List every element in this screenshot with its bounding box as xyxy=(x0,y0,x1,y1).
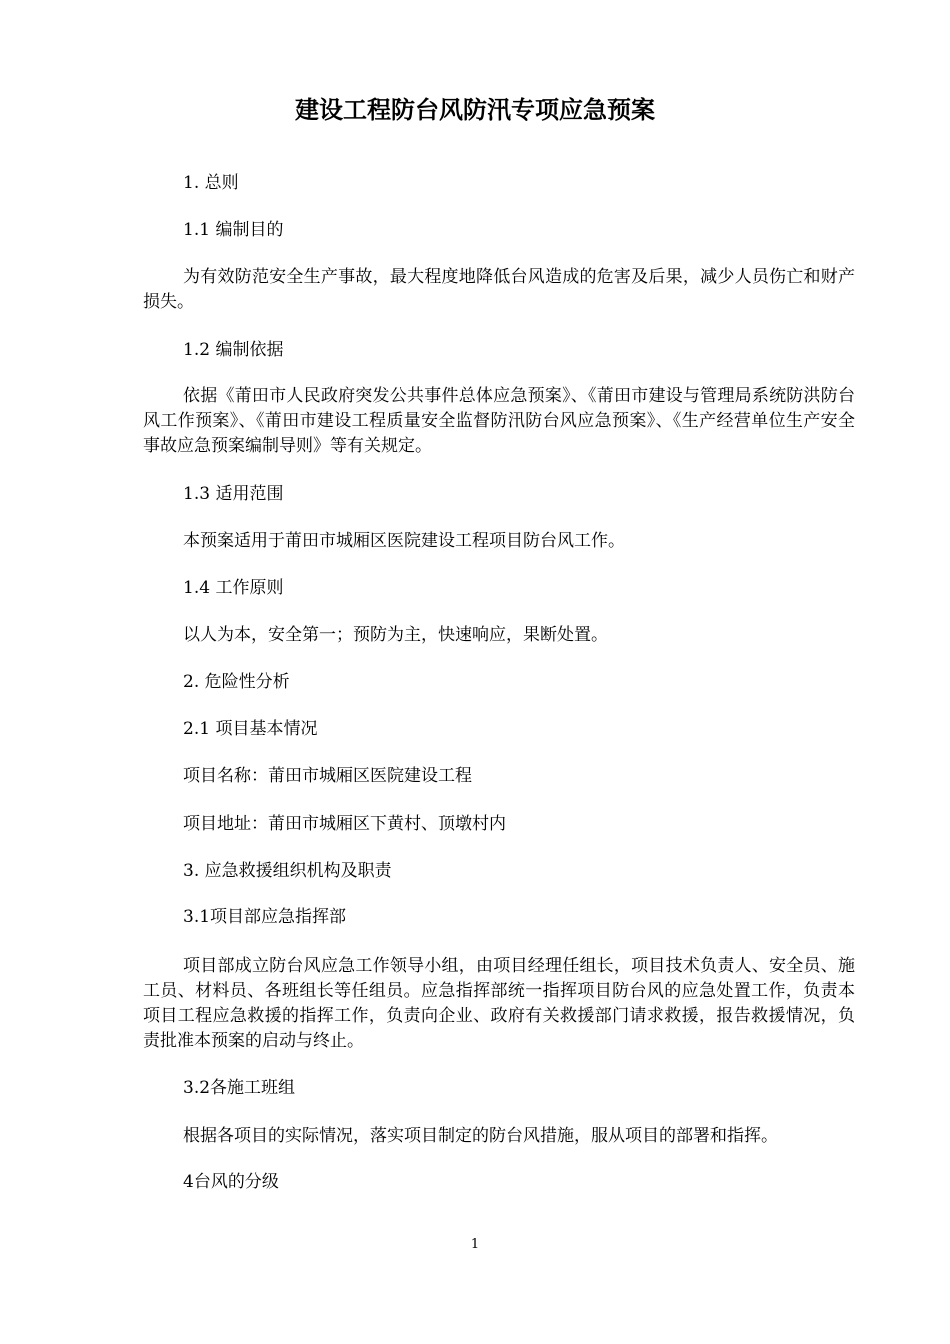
paragraph-project-address: 项目地址：莆田市城厢区下黄村、顶墩村内 xyxy=(183,814,506,834)
heading-scope: 1.3 适用范围 xyxy=(183,484,284,504)
heading-project-info: 2.1 项目基本情况 xyxy=(183,719,318,739)
page-number: 1 xyxy=(470,1237,480,1252)
paragraph-basis: 依据《莆田市人民政府突发公共事件总体应急预案》、《莆田市建设与管理局系统防洪防台风工作预案》、《莆田市建设工程质量安全监督防汛防台风应急预案》、《生产经营单位生产安全事故应急预案编制导则》等有关规定。 xyxy=(143,386,855,456)
paragraph-principles: 以人为本，安全第一；预防为主，快速响应，果断处置。 xyxy=(183,625,608,645)
paragraph-project-name: 项目名称：莆田市城厢区医院建设工程 xyxy=(183,766,472,786)
heading-typhoon-levels: 4台风的分级 xyxy=(183,1172,279,1192)
paragraph-construction-teams: 根据各项目的实际情况，落实项目制定的防台风措施，服从项目的部署和指挥。 xyxy=(183,1126,778,1146)
heading-command-center: 3.1项目部应急指挥部 xyxy=(183,907,347,927)
heading-risk-analysis: 2. 危险性分析 xyxy=(183,672,290,692)
heading-construction-teams: 3.2各施工班组 xyxy=(183,1078,296,1098)
document-title: 建设工程防台风防汛专项应急预案 xyxy=(295,95,655,124)
heading-general: 1. 总则 xyxy=(183,173,239,193)
heading-organization: 3. 应急救援组织机构及职责 xyxy=(183,861,392,881)
paragraph-purpose: 为有效防范安全生产事故，最大程度地降低台风造成的危害及后果，减少人员伤亡和财产损失。 xyxy=(143,267,855,312)
heading-purpose: 1.1 编制目的 xyxy=(183,220,284,240)
paragraph-command-center: 项目部成立防台风应急工作领导小组，由项目经理任组长，项目技术负责人、安全员、施工员、材料员、各班组长等任组员。应急指挥部统一指挥项目防台风的应急处置工作，负责本项目工程应急救援的指挥工作，负责向企业、政府有关救援部门请求救援，报告救援情况，负责批准本预案的启动与终止。 xyxy=(143,956,855,1051)
heading-principles: 1.4 工作原则 xyxy=(183,578,284,598)
heading-basis: 1.2 编制依据 xyxy=(183,340,284,360)
paragraph-scope: 本预案适用于莆田市城厢区医院建设工程项目防台风工作。 xyxy=(183,531,625,551)
